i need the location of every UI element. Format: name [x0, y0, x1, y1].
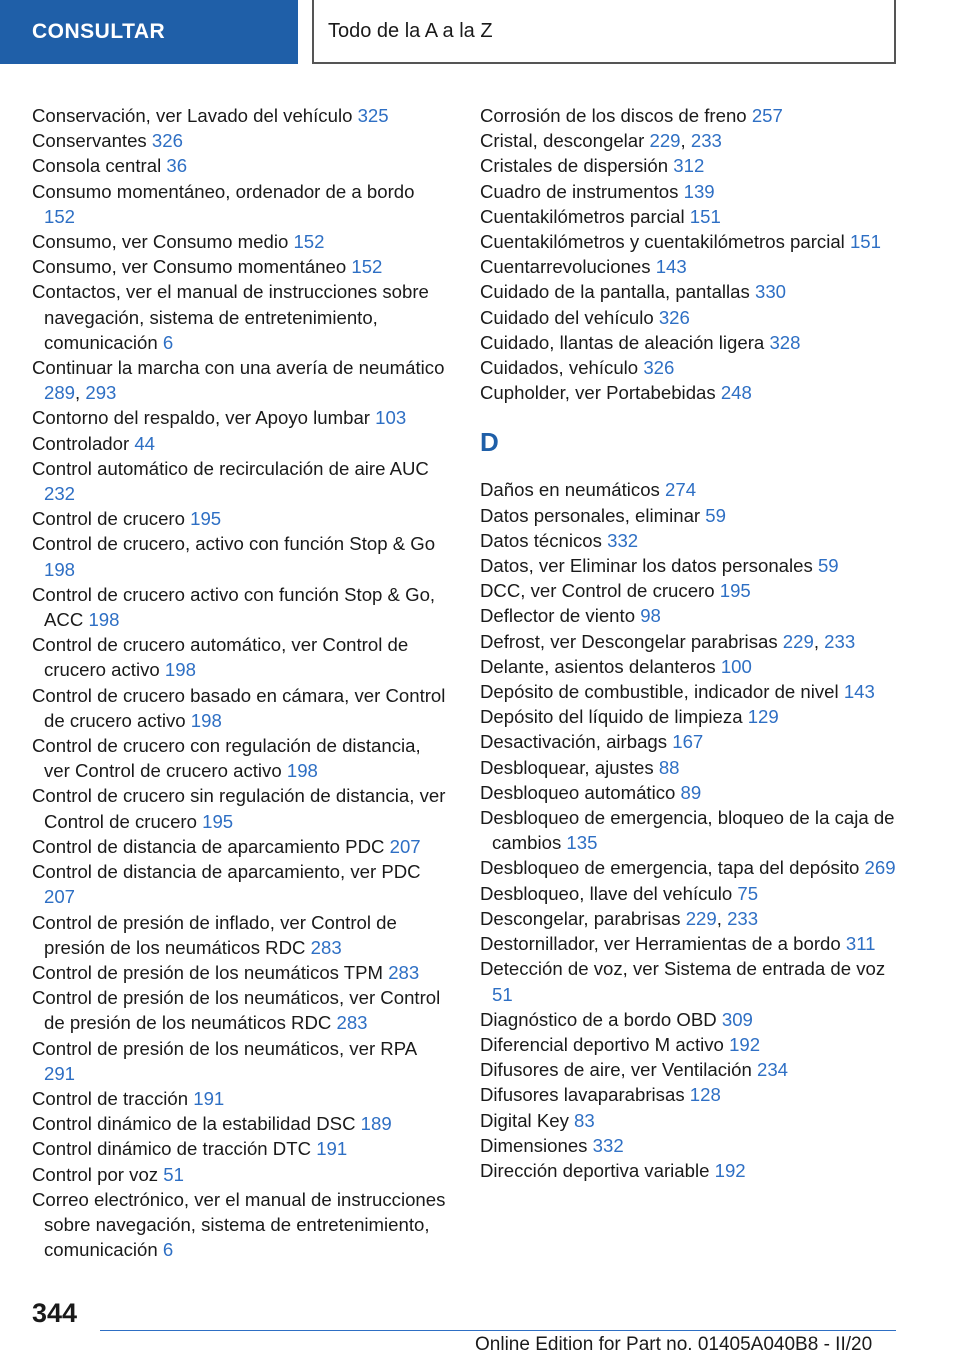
page-link[interactable]: 309 — [721, 1008, 753, 1030]
page-link[interactable]: 152 — [44, 205, 76, 227]
index-entry — [32, 506, 450, 531]
index-entry — [480, 128, 900, 153]
page-link[interactable]: 191 — [316, 1138, 348, 1160]
page-separator: , — [75, 382, 86, 404]
index-term: Desactivación, airbags — [480, 731, 673, 753]
page-link[interactable]: 269 — [864, 857, 896, 879]
page-link[interactable]: 195 — [719, 580, 751, 602]
index-term: Consumo, ver Consumo momentáneo — [32, 256, 352, 278]
index-term: Control de presión de los neumáticos TPM — [32, 961, 389, 983]
index-term: Descongelar, parabrisas — [480, 907, 686, 929]
index-entry — [480, 654, 900, 679]
index-entry — [32, 355, 450, 405]
index-entry — [480, 503, 900, 528]
page-link[interactable]: 198 — [44, 558, 76, 580]
page-link[interactable]: 83 — [574, 1109, 595, 1131]
index-term: Control de crucero activo con función Stop & Go, ACC — [32, 583, 436, 631]
index-entry — [480, 603, 900, 628]
index-term: Control de crucero automático, ver Control de crucero activo — [32, 634, 409, 681]
index-entry — [480, 355, 900, 380]
index-entry — [32, 405, 450, 430]
page-separator: , — [716, 907, 728, 929]
index-term: Daños en neumáticos — [480, 479, 666, 501]
index-entry — [32, 179, 450, 229]
footer-edition: Online Edition for Part no. 01405A040B8 - II/20 — [475, 1334, 873, 1355]
footer-divider — [100, 1330, 896, 1331]
index-entry — [32, 103, 450, 128]
index-term: Controlador — [32, 432, 135, 454]
index-term: DCC, ver Control de crucero — [480, 580, 720, 602]
page-link[interactable]: 198 — [88, 609, 120, 631]
index-entry — [32, 1187, 450, 1263]
index-term: Control de presión de inflado, ver Control de presión de los neumáticos RDC — [32, 911, 397, 958]
index-entry — [32, 456, 450, 506]
index-term: Detección de voz, ver Sistema de entrada de voz — [480, 958, 886, 980]
page-link[interactable]: 198 — [190, 709, 222, 731]
page-link[interactable]: 89 — [680, 781, 702, 803]
index-entry — [480, 881, 900, 906]
index-term: Control dinámico de tracción DTC — [32, 1138, 317, 1160]
index-column-right — [480, 103, 900, 1183]
index-term: Conservación, ver Lavado del vehículo — [32, 105, 358, 126]
index-entry — [480, 805, 900, 855]
index-term: Datos, ver Eliminar los datos personales — [480, 555, 818, 577]
page-link[interactable]: 143 — [843, 681, 875, 703]
index-entry — [480, 204, 900, 229]
index-term: Control de crucero con regulación de distancia, ver Control de crucero activo — [32, 735, 421, 782]
index-entry — [480, 1158, 900, 1183]
index-entry — [32, 1162, 450, 1187]
index-entry — [32, 1086, 450, 1111]
page-link[interactable]: 326 — [658, 306, 690, 328]
index-term: Control de distancia de aparcamiento, ver PDC — [32, 861, 421, 883]
index-term: Control de crucero, activo con función Stop & Go — [32, 533, 436, 555]
page-link[interactable]: 167 — [672, 731, 704, 753]
index-term: Cristal, descongelar — [480, 130, 650, 152]
index-entry — [32, 783, 450, 833]
index-entry — [32, 531, 450, 581]
index-entry — [32, 153, 450, 178]
index-group-c — [480, 103, 900, 405]
page-link[interactable]: 232 — [44, 483, 76, 505]
page-link[interactable]: 291 — [44, 1062, 76, 1084]
index-term: Datos técnicos — [480, 529, 608, 551]
index-entry — [32, 229, 450, 254]
page-link[interactable]: 189 — [360, 1113, 392, 1135]
index-term: Conservantes — [32, 130, 152, 152]
index-term: Depósito de combustible, indicador de nivel — [480, 681, 844, 703]
page-link[interactable]: 135 — [566, 832, 598, 854]
index-entry — [480, 380, 900, 405]
index-entry — [480, 679, 900, 704]
index-entry — [480, 330, 900, 355]
index-entry — [480, 528, 900, 553]
index-entry — [480, 153, 900, 178]
index-entry — [32, 582, 450, 632]
index-entry — [480, 931, 900, 956]
page-link[interactable]: 143 — [655, 256, 687, 278]
index-term: Contactos, ver el manual de instrucciones sobre navegación, sistema de entretenimiento, comunicación — [32, 281, 429, 353]
page-link[interactable]: 328 — [769, 331, 801, 353]
page-link[interactable]: 6 — [162, 1239, 174, 1261]
index-term: Difusores lavaparabrisas — [480, 1084, 690, 1106]
index-entry — [480, 704, 900, 729]
index-entry — [480, 229, 900, 254]
index-term: Control de crucero sin regulación de distancia, ver Control de crucero — [32, 785, 446, 832]
index-entry — [480, 1032, 900, 1057]
page-link[interactable]: 36 — [166, 155, 188, 177]
page-link[interactable]: 248 — [720, 382, 752, 404]
index-entry — [480, 906, 900, 931]
index-term: Cuidados, vehículo — [480, 357, 644, 379]
index-term: Cupholder, ver Portabebidas — [480, 382, 721, 404]
index-term: Dimensiones — [480, 1134, 593, 1156]
index-entry — [32, 834, 450, 859]
index-entry — [480, 103, 900, 128]
index-entry — [480, 629, 900, 654]
index-entry — [480, 254, 900, 279]
page-link[interactable]: 128 — [689, 1084, 721, 1106]
index-entry — [480, 729, 900, 754]
index-term: Consumo, ver Consumo medio — [32, 231, 294, 253]
index-term: Cristales de dispersión — [480, 155, 674, 177]
index-entry — [32, 683, 450, 733]
index-entry — [480, 179, 900, 204]
page-link[interactable]: 289 — [44, 382, 76, 404]
index-entry — [32, 279, 450, 355]
page-link[interactable]: 191 — [193, 1087, 225, 1109]
index-term: Control de crucero — [32, 508, 191, 530]
page-link[interactable]: 51 — [163, 1163, 184, 1185]
index-term: Desbloquear, ajustes — [480, 756, 659, 778]
page-number: 344 — [32, 1298, 78, 1328]
index-term: Dirección deportiva variable — [480, 1159, 715, 1181]
index-entry — [480, 578, 900, 603]
page-link[interactable]: 311 — [845, 933, 876, 955]
page-link[interactable]: 75 — [737, 882, 759, 904]
page-link[interactable]: 192 — [729, 1033, 761, 1055]
page-link[interactable]: 44 — [134, 432, 156, 454]
index-entry — [32, 910, 450, 960]
index-term: Deflector de viento — [480, 605, 641, 627]
section-letter: D — [480, 427, 499, 458]
chapter-header — [312, 0, 896, 64]
page-link[interactable]: 257 — [751, 105, 783, 126]
index-term: Delante, asientos delanteros — [480, 655, 721, 677]
index-term: Corrosión de los discos de freno — [480, 105, 752, 126]
index-term: Contorno del respaldo, ver Apoyo lumbar — [32, 407, 376, 429]
index-term: Control por voz — [32, 1163, 164, 1185]
index-entry — [32, 254, 450, 279]
index-entry — [32, 431, 450, 456]
page-link[interactable]: 332 — [592, 1134, 624, 1156]
index-term: Diferencial deportivo M activo — [480, 1033, 730, 1055]
index-term: Cuentarrevoluciones — [480, 256, 656, 278]
index-term: Control de crucero basado en cámara, ver Control de crucero activo — [32, 684, 446, 731]
index-entry — [480, 755, 900, 780]
section-label: CONSULTAR — [32, 20, 166, 43]
page-link[interactable]: 100 — [720, 655, 752, 677]
page-link[interactable]: 207 — [44, 886, 76, 908]
section-tab — [0, 0, 298, 64]
page-link[interactable]: 98 — [640, 605, 661, 627]
page-link[interactable]: 233 — [727, 907, 759, 929]
index-term: Cuadro de instrumentos — [480, 180, 684, 202]
chapter-title: Todo de la A a la Z — [328, 19, 493, 42]
index-entry — [480, 477, 900, 502]
page-link[interactable]: 233 — [824, 630, 856, 652]
index-term: Defrost, ver Descongelar parabrisas — [480, 630, 783, 652]
index-term: Control de distancia de aparcamiento PDC — [32, 835, 390, 857]
page-link[interactable]: 88 — [658, 756, 680, 778]
page-link[interactable]: 312 — [673, 155, 705, 177]
page-link[interactable]: 283 — [388, 961, 420, 983]
index-entry — [480, 1057, 900, 1082]
page-link[interactable]: 59 — [705, 504, 726, 526]
index-term: Depósito del líquido de limpieza — [480, 706, 748, 728]
index-entry — [480, 956, 900, 1006]
page-link[interactable]: 103 — [375, 407, 407, 429]
page-link[interactable]: 332 — [607, 529, 639, 551]
page-link[interactable]: 325 — [357, 105, 389, 126]
index-term: Destornillador, ver Herramientas de a bordo — [480, 933, 846, 955]
index-group-d — [480, 477, 900, 1183]
index-entry — [480, 553, 900, 578]
index-entry — [480, 855, 900, 880]
index-term: Cuentakilómetros parcial — [480, 205, 690, 227]
index-term: Control de presión de los neumáticos, ver Control de presión de los neumáticos RDC — [32, 987, 441, 1034]
index-entry — [32, 1136, 450, 1161]
index-entry — [480, 780, 900, 805]
index-entry — [32, 1036, 450, 1086]
page-link[interactable]: 229 — [782, 630, 814, 652]
page-link[interactable]: 326 — [643, 357, 675, 379]
page-link[interactable]: 198 — [286, 760, 318, 782]
index-term: Desbloqueo de emergencia, bloqueo de la caja de cambios — [480, 807, 895, 854]
index-entry — [32, 733, 450, 783]
index-entry — [480, 305, 900, 330]
page-link[interactable]: 234 — [756, 1059, 789, 1081]
page-link[interactable]: 283 — [336, 1012, 368, 1034]
page-link[interactable]: 195 — [202, 810, 234, 832]
index-entry — [480, 1007, 900, 1032]
page-link[interactable]: 59 — [817, 555, 839, 577]
page-separator: , — [813, 630, 825, 652]
index-entry — [480, 1082, 900, 1107]
index-term: Desbloqueo automático — [480, 781, 681, 803]
page-link[interactable]: 192 — [714, 1159, 746, 1181]
index-entry — [32, 859, 450, 909]
index-term: Difusores de aire, ver Ventilación — [480, 1059, 757, 1081]
index-term: Control de presión de los neumáticos, ver RPA — [32, 1037, 417, 1059]
index-term: Control dinámico de la estabilidad DSC — [32, 1113, 361, 1135]
page-link[interactable]: 139 — [683, 180, 715, 202]
index-term: Control automático de recirculación de aire AUC — [32, 457, 429, 479]
index-entry — [32, 985, 450, 1035]
page-link[interactable]: 274 — [665, 479, 697, 501]
index-term: Digital Key — [480, 1109, 575, 1131]
index-entry — [32, 1111, 450, 1136]
index-term: Consola central — [32, 155, 167, 177]
page-link[interactable]: 330 — [754, 281, 787, 303]
page-link[interactable]: 6 — [162, 331, 174, 353]
page-link[interactable]: 151 — [689, 205, 721, 227]
index-entry — [32, 128, 450, 153]
index-term: Cuidado, llantas de aleación ligera — [480, 331, 770, 353]
page-link[interactable]: 207 — [389, 835, 421, 857]
index-term: Correo electrónico, ver el manual de instrucciones sobre navegación, sistema de entretenimiento, comunicación — [32, 1188, 446, 1261]
index-term: Cuidado de la pantalla, pantallas — [480, 281, 755, 303]
index-term: Desbloqueo de emergencia, tapa del depósito — [480, 857, 865, 879]
index-entry — [480, 1108, 900, 1133]
page-link[interactable]: 129 — [747, 706, 779, 728]
index-term: Control de tracción — [32, 1087, 194, 1109]
index-entry — [32, 960, 450, 985]
index-entry — [32, 632, 450, 682]
page-link[interactable]: 152 — [351, 256, 383, 278]
page-link[interactable]: 233 — [690, 130, 722, 152]
page-link[interactable]: 229 — [685, 907, 717, 929]
page-link[interactable]: 326 — [151, 130, 183, 152]
index-term: Cuentakilómetros y cuentakilómetros parcial — [480, 231, 850, 253]
page-separator: , — [680, 130, 691, 152]
index-entry — [480, 1133, 900, 1158]
index-term: Continuar la marcha con una avería de neumático — [32, 357, 445, 379]
index-term: Cuidado del vehículo — [480, 306, 659, 328]
index-column-left — [32, 103, 450, 1262]
page-link[interactable]: 151 — [849, 231, 881, 253]
page-link[interactable]: 195 — [190, 508, 222, 530]
index-term: Datos personales, eliminar — [480, 504, 706, 526]
index-term: Diagnóstico de a bordo OBD — [480, 1008, 722, 1030]
page-link[interactable]: 152 — [293, 231, 325, 253]
page-link[interactable]: 198 — [164, 659, 196, 681]
index-entry — [480, 279, 900, 304]
page-link[interactable]: 51 — [492, 983, 513, 1005]
page-link[interactable]: 293 — [85, 382, 117, 404]
index-term: Desbloqueo, llave del vehículo — [480, 882, 738, 904]
page-link[interactable]: 283 — [310, 936, 342, 958]
page-link[interactable]: 229 — [649, 130, 681, 152]
index-term: Consumo momentáneo, ordenador de a bordo — [32, 180, 415, 202]
